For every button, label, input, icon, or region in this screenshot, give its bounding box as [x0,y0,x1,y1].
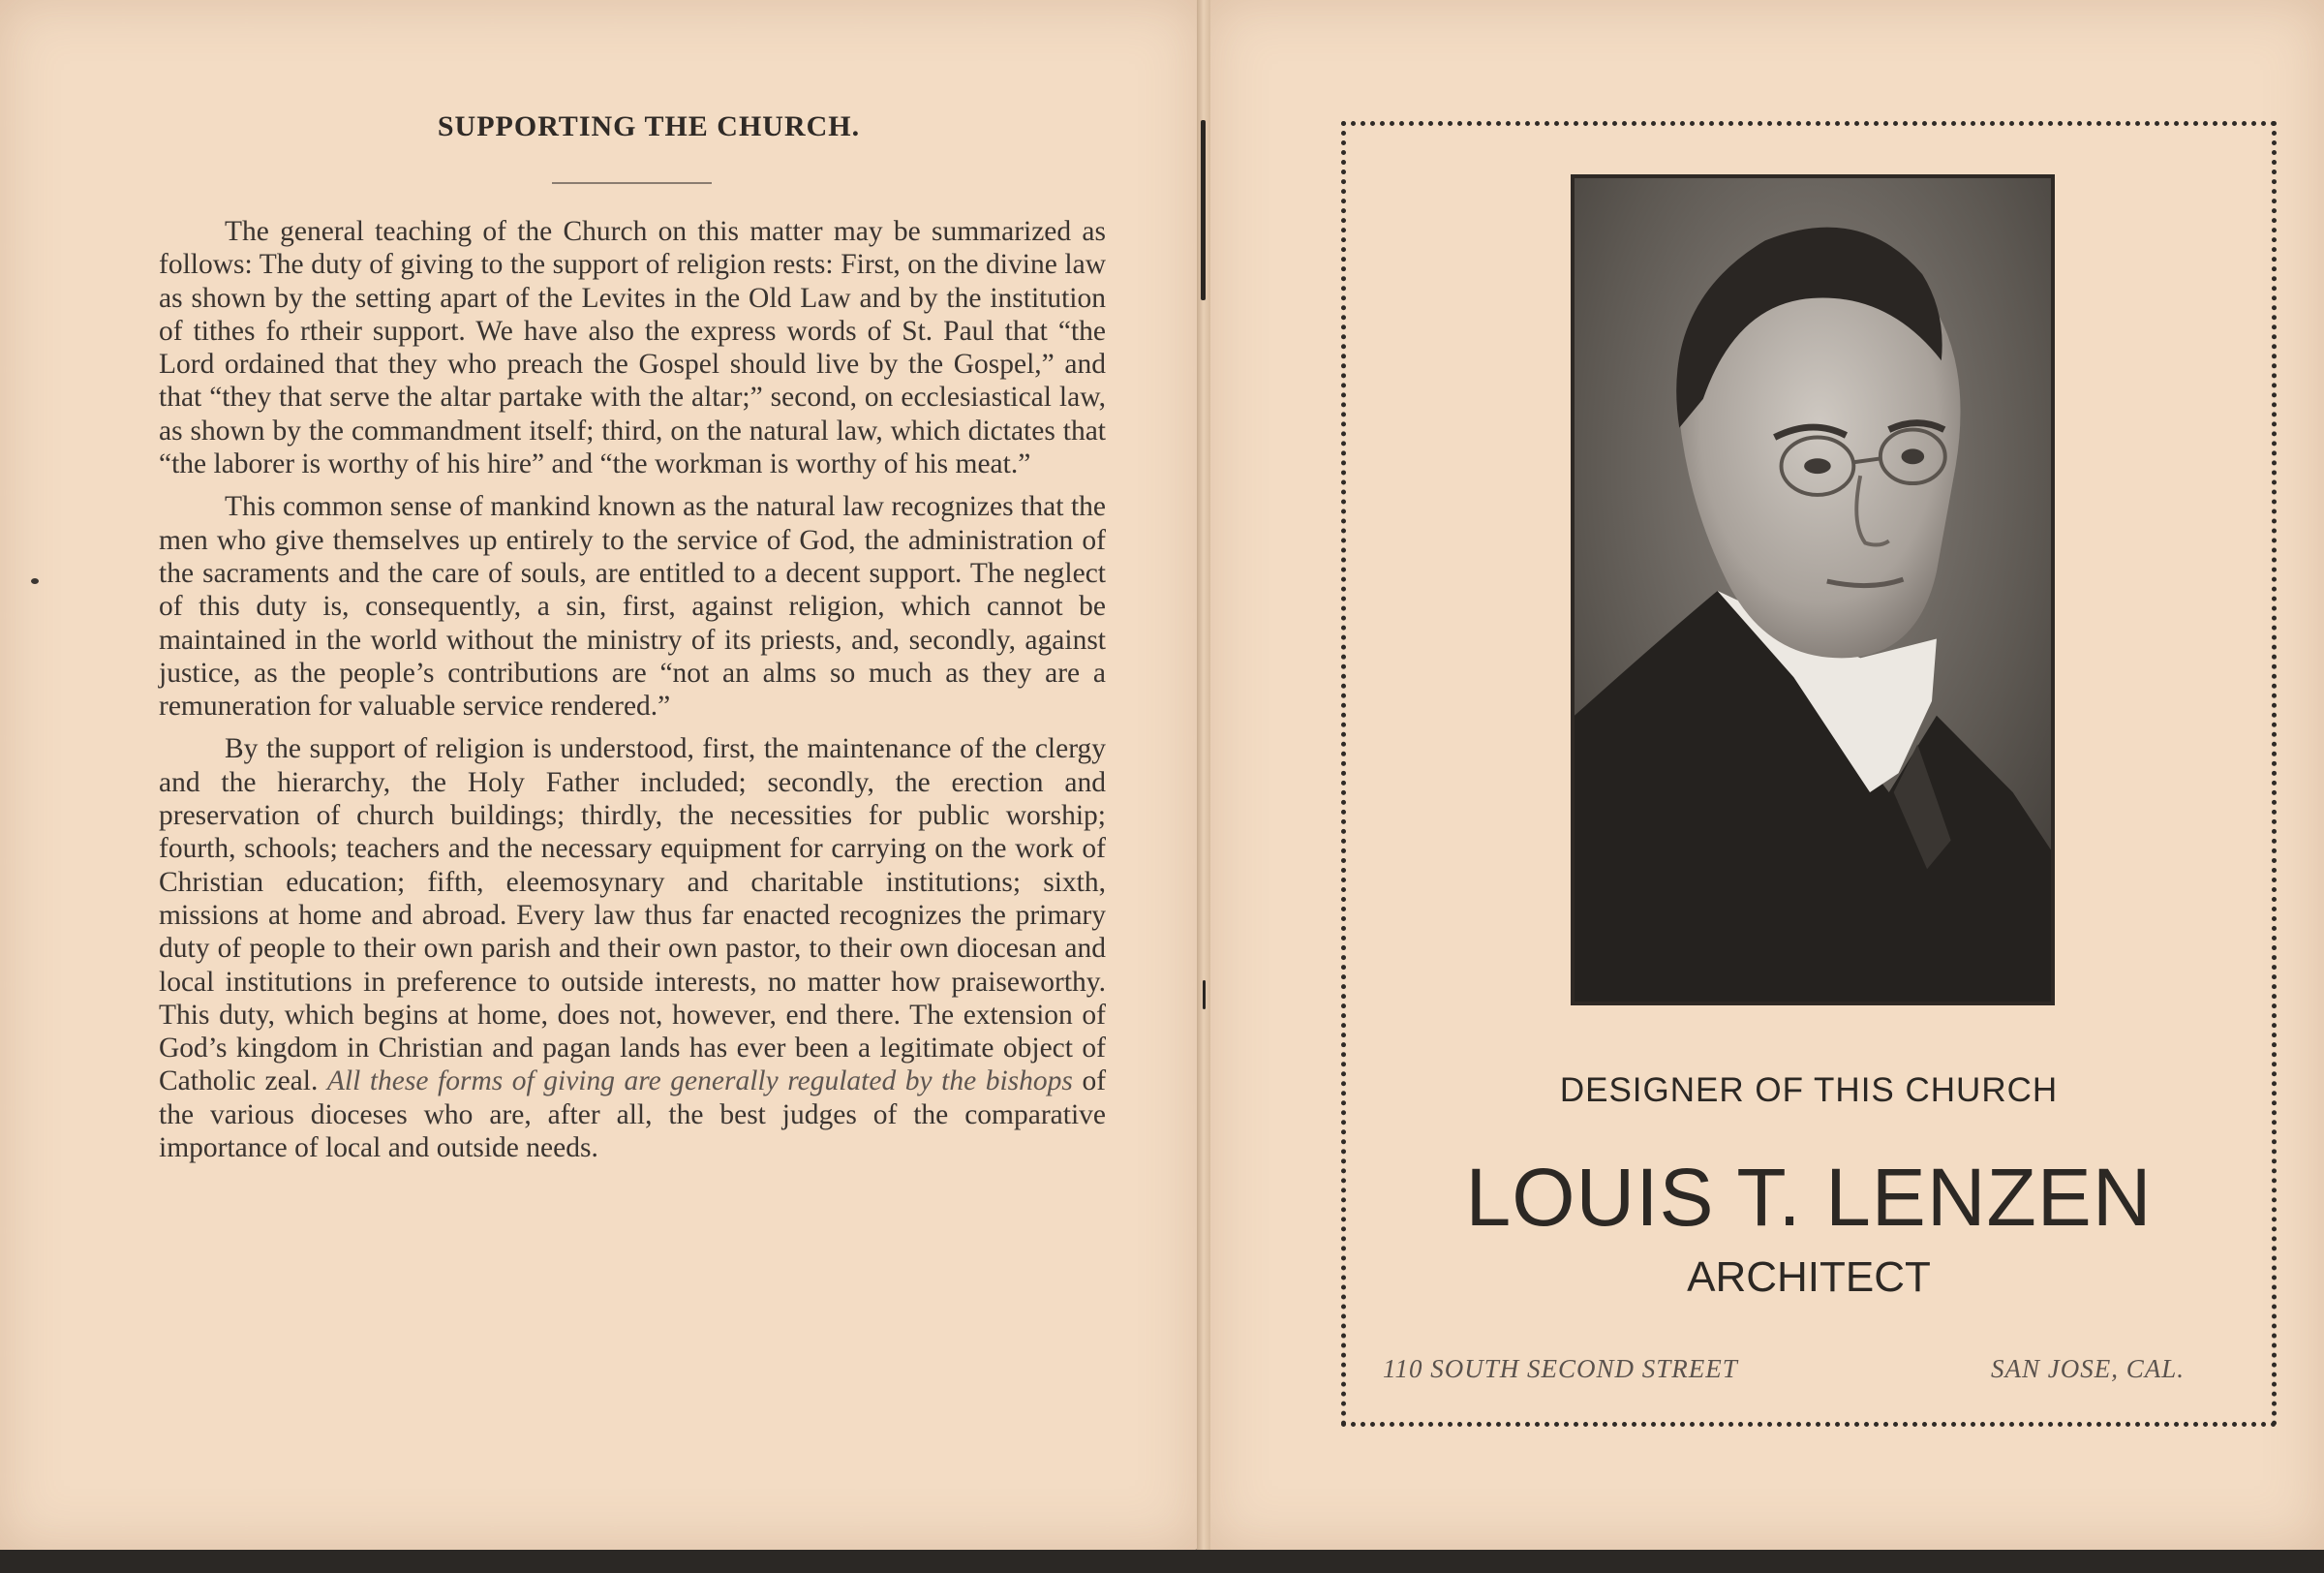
portrait-illustration [1575,178,2051,1002]
address-city: SAN JOSE, CAL. [1991,1354,2185,1383]
paragraph-3-end: of the various dioceses who are, after all, the best judges of the comparative importance of local and outside needs. [159,1065,1107,1164]
paragraph-3-italic: All these forms of giving are generally regulated by the bishops [326,1065,1073,1097]
architect-portrait-photo [1571,174,2055,1005]
paragraph-3 [159,732,1106,1164]
paragraph-2: This common sense of mankind known as the natural law recognizes that the men who give themselves up entirely to the service of God, the administration of the sacraments and the care of souls, are entitled to a decent support. The neglect of this duty is, consequently, a sin, first, against religion, which cannot be maintained in the world without the ministry of its priests, and, secondly, against justice, as the people’s contributions are “not an alms so much as they are a remuneration for valuable service rendered.” [159,491,1106,723]
designer-caption: DESIGNER OF THIS CHURCH [1559,1071,2059,1109]
paragraph-3-main: By the support of religion is understood, first, the maintenance of the clergy and the hierarchy, the Holy Father included; secondly, the erection and preservation of church buildings; thirdly, the necessities for public worship; fourth, schools; teachers and the necessary equipment for carrying on the work of Christian education; fifth, eleemosynary and charitable institutions; sixth, missions at home and abroad. Every law thus far enacted recognizes the primary duty of people to their own parish and their own pastor, to their own diocesan and local institutions in preference to outside interests, no matter how praiseworthy. This duty, which begins at home, does not, however, end there. The extension of God’s kingdom in Christian and pagan lands has ever been a legitimate object of Catholic zeal. [159,733,1106,1097]
binding-thread-small [1203,980,1206,1009]
paper-blemish [31,578,39,584]
address-street: 110 SOUTH SECOND STREET [1383,1354,1738,1383]
architect-title: ARCHITECT [1687,1253,1931,1301]
article-title: SUPPORTING THE CHURCH. [437,110,861,142]
article-body [159,215,1106,1174]
title-divider [552,182,712,184]
binding-thread [1201,120,1206,300]
architect-name: LOUIS T. LENZEN [1465,1152,2153,1243]
paragraph-1: The general teaching of the Church on this matter may be summarized as follows: The duty of giving to the support of religion rests: First, on the divine law as shown by the setting apart of the Levites in the Old Law and by the institution of tithes fo rtheir support. We have also the express words of St. Paul that “the Lord ordained that they who preach the Gospel should live by the Gospel,” and that “they that serve the altar partake with the altar;” second, on ecclesiastical law, as shown by the commandment itself; third, on the natural law, which dictates that “the laborer is worthy of his hire” and “the workman is worthy of his meat.” [159,216,1106,480]
